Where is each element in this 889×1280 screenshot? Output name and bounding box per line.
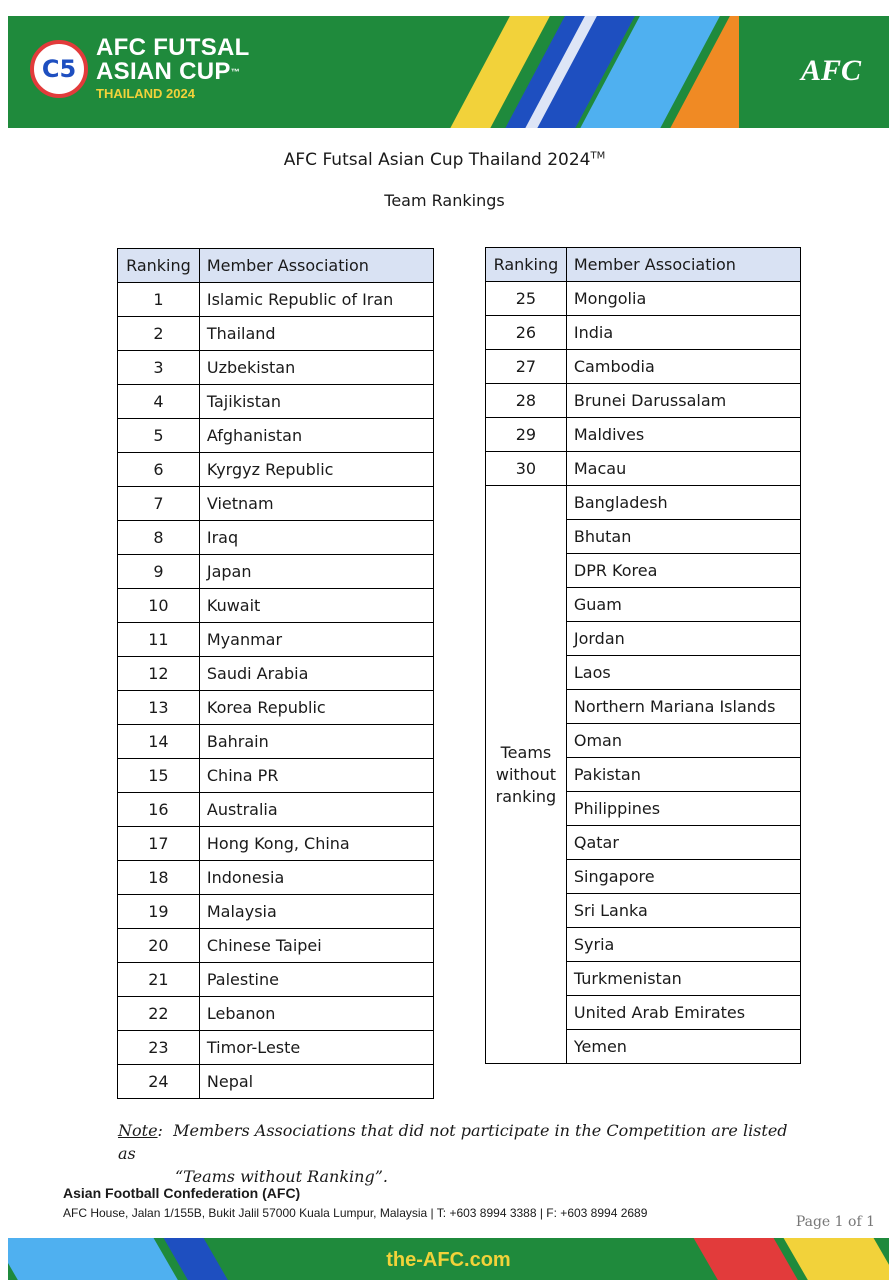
tournament-logo-icon: C5 — [30, 40, 88, 98]
table-header-row — [486, 248, 801, 282]
member-association-cell: Timor-Leste — [199, 1031, 433, 1065]
member-association-cell: Islamic Republic of Iran — [199, 283, 433, 317]
member-association-cell: Iraq — [199, 521, 433, 555]
member-association-cell: Vietnam — [199, 487, 433, 521]
rank-cell: 12 — [118, 657, 200, 691]
rank-cell: 22 — [118, 997, 200, 1031]
header-banner — [8, 16, 889, 128]
rank-cell: 5 — [118, 419, 200, 453]
table-row — [118, 385, 434, 419]
tournament-name — [96, 36, 250, 84]
table-row — [118, 419, 434, 453]
note-line-2: “Teams without Ranking”. — [175, 1167, 388, 1186]
member-association-cell: Japan — [199, 555, 433, 589]
table-row — [118, 521, 434, 555]
member-association-cell: Malaysia — [199, 895, 433, 929]
member-association-cell: Bahrain — [199, 725, 433, 759]
member-column-header: Member Association — [199, 249, 433, 283]
unranked-team-cell: Pakistan — [566, 758, 800, 792]
table-row — [118, 657, 434, 691]
member-association-cell: Chinese Taipei — [199, 929, 433, 963]
unranked-team-cell: Bhutan — [566, 520, 800, 554]
table-row — [486, 384, 801, 418]
tournament-name-line2-text: ASIAN CUP — [96, 58, 231, 85]
trademark-superscript: TM — [590, 150, 606, 162]
note — [118, 1119, 808, 1188]
member-column-header: Member Association — [566, 248, 800, 282]
member-association-cell: India — [566, 316, 800, 350]
tournament-host: THAILAND 2024 — [96, 86, 195, 101]
table-row — [118, 623, 434, 657]
tournament-name-line2 — [96, 60, 250, 84]
document-title — [0, 150, 889, 170]
rank-cell: 23 — [118, 1031, 200, 1065]
rank-cell: 7 — [118, 487, 200, 521]
website-link[interactable]: the-AFC.com — [386, 1249, 511, 1271]
unranked-team-cell: Laos — [566, 656, 800, 690]
member-association-cell: Indonesia — [199, 861, 433, 895]
table-row — [118, 453, 434, 487]
table-row — [118, 1065, 434, 1099]
member-association-cell: Kyrgyz Republic — [199, 453, 433, 487]
member-association-cell: Mongolia — [566, 282, 800, 316]
note-line-1 — [118, 1119, 808, 1165]
rank-cell: 26 — [486, 316, 567, 350]
unranked-team-cell: Jordan — [566, 622, 800, 656]
table-row — [486, 350, 801, 384]
unranked-team-cell: Singapore — [566, 860, 800, 894]
table-row — [118, 589, 434, 623]
unranked-team-cell: Guam — [566, 588, 800, 622]
rank-cell: 4 — [118, 385, 200, 419]
member-association-cell: Kuwait — [199, 589, 433, 623]
document-title-text: AFC Futsal Asian Cup Thailand 2024 — [283, 150, 591, 170]
rank-cell: 18 — [118, 861, 200, 895]
unranked-team-cell: Sri Lanka — [566, 894, 800, 928]
footer-address: AFC House, Jalan 1/155B, Bukit Jalil 57000 Kuala Lumpur, Malaysia | T: +603 8994 3388 | F: +603 8994 2689 — [63, 1206, 648, 1220]
footer-organization: Asian Football Confederation (AFC) — [63, 1185, 301, 1201]
rank-cell: 29 — [486, 418, 567, 452]
member-association-cell: Maldives — [566, 418, 800, 452]
table-row — [118, 351, 434, 385]
table-row — [486, 316, 801, 350]
rank-cell: 21 — [118, 963, 200, 997]
rank-cell: 15 — [118, 759, 200, 793]
unranked-team-cell: Syria — [566, 928, 800, 962]
rank-cell: 3 — [118, 351, 200, 385]
rank-cell: 24 — [118, 1065, 200, 1099]
member-association-cell: Tajikistan — [199, 385, 433, 419]
unranked-team-cell: Turkmenistan — [566, 962, 800, 996]
table-row — [486, 452, 801, 486]
member-association-cell: Uzbekistan — [199, 351, 433, 385]
tournament-name-line1: AFC FUTSAL — [96, 34, 250, 61]
note-text-1: Members Associations that did not participate in the Competition are listed as — [118, 1121, 788, 1163]
unranked-team-cell: Bangladesh — [566, 486, 800, 520]
ranking-column-header: Ranking — [118, 249, 200, 283]
table-row — [118, 861, 434, 895]
page-number: Page 1 of 1 — [795, 1214, 875, 1230]
note-label: Note — [118, 1121, 158, 1140]
table-row — [118, 555, 434, 589]
rank-cell: 13 — [118, 691, 200, 725]
member-association-cell: Thailand — [199, 317, 433, 351]
unranked-team-cell: Qatar — [566, 826, 800, 860]
document-subtitle: Team Rankings — [384, 191, 505, 210]
table-row — [118, 997, 434, 1031]
table-row — [486, 282, 801, 316]
rank-cell: 16 — [118, 793, 200, 827]
table-row — [118, 963, 434, 997]
member-association-cell: Afghanistan — [199, 419, 433, 453]
rank-cell: 30 — [486, 452, 567, 486]
member-association-cell: Cambodia — [566, 350, 800, 384]
table-row — [118, 487, 434, 521]
teams-without-ranking-label: Teams without ranking — [486, 486, 567, 1064]
table-row — [118, 1031, 434, 1065]
table-row — [118, 283, 434, 317]
member-association-cell: Macau — [566, 452, 800, 486]
member-association-cell: Australia — [199, 793, 433, 827]
note-colon: : — [157, 1121, 163, 1140]
member-association-cell: Lebanon — [199, 997, 433, 1031]
rank-cell: 14 — [118, 725, 200, 759]
rank-cell: 9 — [118, 555, 200, 589]
rank-cell: 10 — [118, 589, 200, 623]
rank-cell: 17 — [118, 827, 200, 861]
member-association-cell: China PR — [199, 759, 433, 793]
unranked-team-cell: Northern Mariana Islands — [566, 690, 800, 724]
member-association-cell: Saudi Arabia — [199, 657, 433, 691]
trademark-symbol: ™ — [230, 67, 241, 77]
table-row — [118, 691, 434, 725]
rankings-table-left — [117, 248, 434, 1099]
table-row — [486, 486, 801, 520]
rank-cell: 8 — [118, 521, 200, 555]
afc-logo: AFC — [800, 54, 861, 87]
table-row — [118, 759, 434, 793]
member-association-cell: Hong Kong, China — [199, 827, 433, 861]
member-association-cell: Myanmar — [199, 623, 433, 657]
footer-banner — [8, 1238, 889, 1280]
member-association-cell: Nepal — [199, 1065, 433, 1099]
ranking-column-header: Ranking — [486, 248, 567, 282]
rank-cell: 25 — [486, 282, 567, 316]
table-row — [118, 929, 434, 963]
unranked-team-cell: United Arab Emirates — [566, 996, 800, 1030]
rank-cell: 2 — [118, 317, 200, 351]
unranked-team-cell: DPR Korea — [566, 554, 800, 588]
rank-cell: 6 — [118, 453, 200, 487]
unranked-team-cell: Philippines — [566, 792, 800, 826]
member-association-cell: Palestine — [199, 963, 433, 997]
table-row — [118, 793, 434, 827]
member-association-cell: Korea Republic — [199, 691, 433, 725]
unranked-team-cell: Oman — [566, 724, 800, 758]
table-header-row — [118, 249, 434, 283]
rankings-table-right — [485, 247, 801, 1064]
rank-cell: 28 — [486, 384, 567, 418]
member-association-cell: Brunei Darussalam — [566, 384, 800, 418]
rank-cell: 27 — [486, 350, 567, 384]
table-row — [118, 317, 434, 351]
rank-cell: 20 — [118, 929, 200, 963]
rank-cell: 1 — [118, 283, 200, 317]
rank-cell: 19 — [118, 895, 200, 929]
rank-cell: 11 — [118, 623, 200, 657]
unranked-team-cell: Yemen — [566, 1030, 800, 1064]
table-row — [118, 895, 434, 929]
table-row — [486, 418, 801, 452]
table-row — [118, 827, 434, 861]
table-row — [118, 725, 434, 759]
